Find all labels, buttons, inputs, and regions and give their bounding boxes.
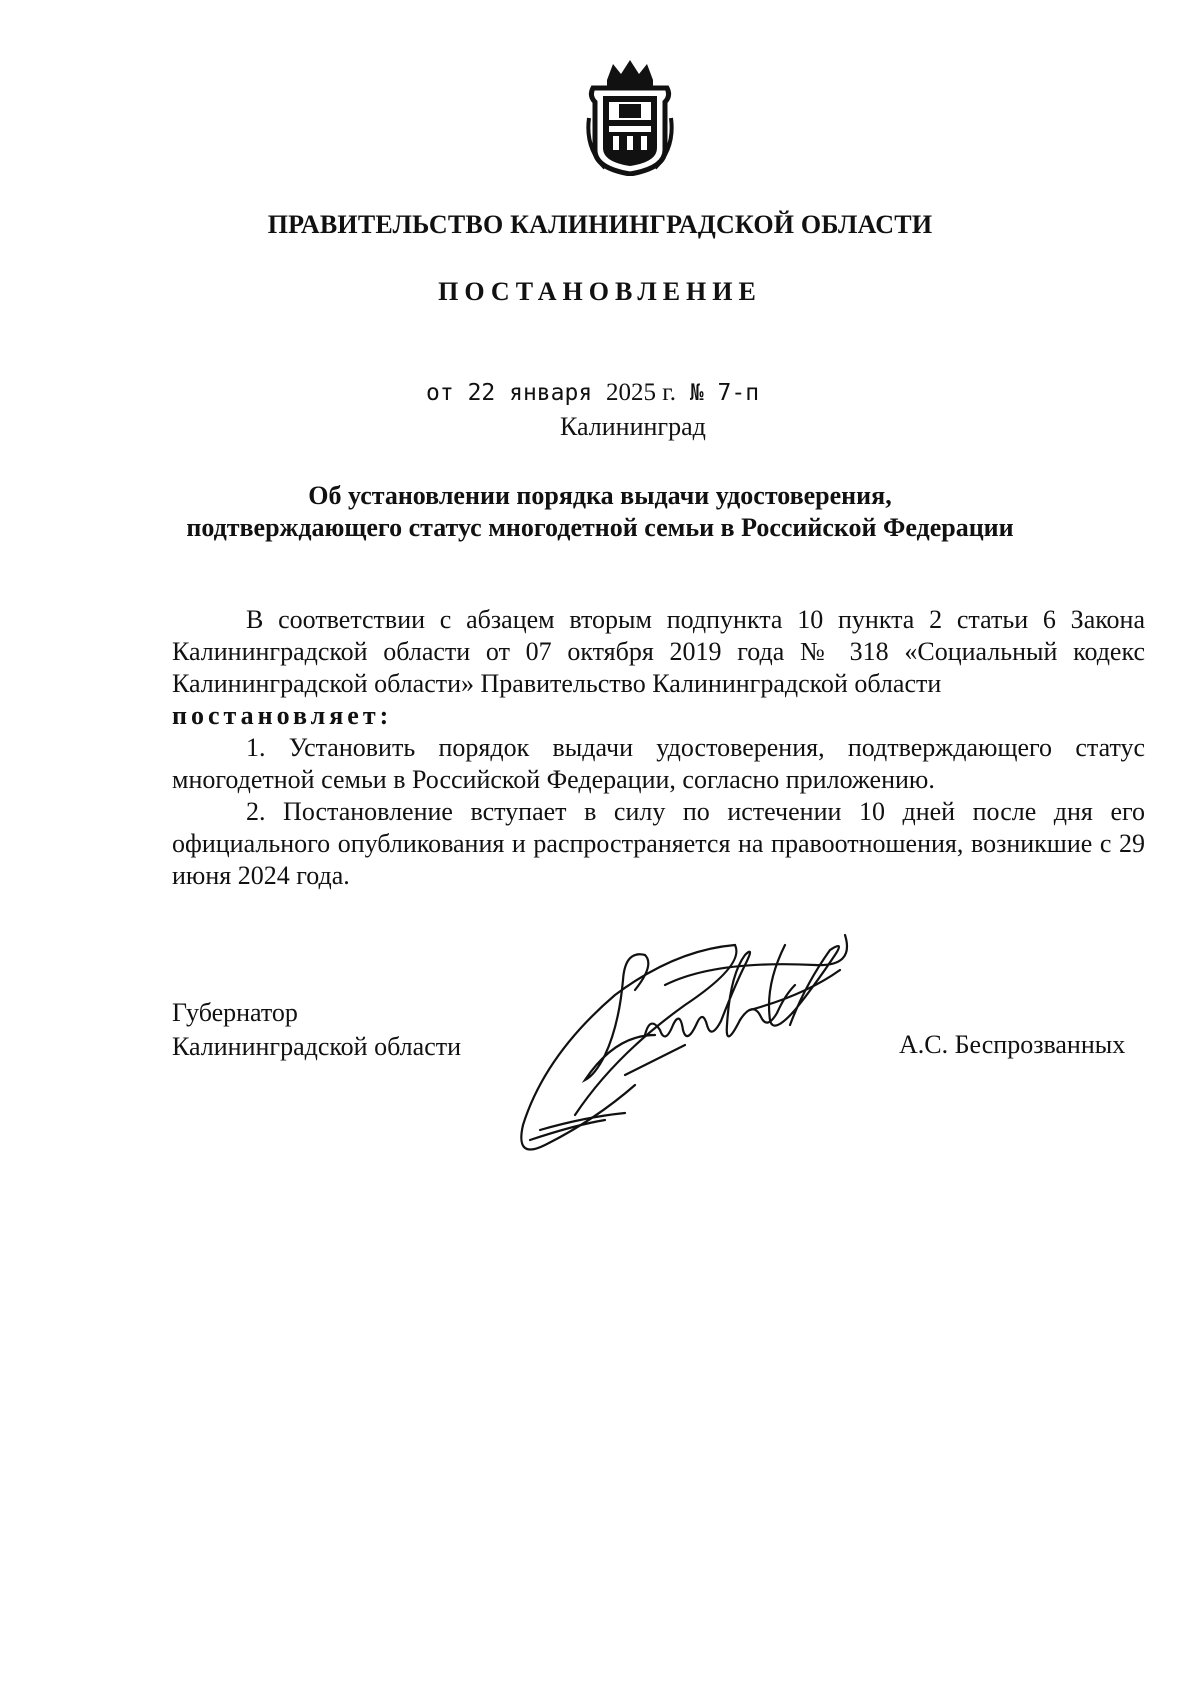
item-1: 1. Установить порядок выдачи удостоверения, подтверждающего статус многодетной семьи в Российской Федерации, согласно приложению.: [172, 733, 1145, 794]
date-line: [426, 379, 759, 407]
resolves-keyword: постановляет:: [172, 701, 393, 730]
signer-name: А.С. Беспрозванных: [899, 1030, 1126, 1059]
signer-title-line-2: Калининградской области: [172, 1032, 462, 1061]
preamble-text: В соответствии с абзацем вторым подпункта 10 пункта 2 статьи 6 Закона Калининградской области от 07 октября 2019 года № 318 «Социальный кодекс Калининградской области» Правительство Калининградской области: [172, 605, 1145, 698]
date-day-month: 22 января: [467, 380, 593, 406]
organization-title: ПРАВИТЕЛЬСТВО КАЛИНИНГРАДСКОЙ ОБЛАСТИ: [267, 210, 933, 239]
signer-position: [172, 996, 461, 1064]
date-prefix: от: [426, 380, 454, 406]
preamble-paragraph: [172, 604, 1145, 700]
document-number: № 7-п: [689, 380, 760, 406]
subject-line-1: Об установлении порядка выдачи удостоверения,: [308, 481, 892, 510]
document-type: ПОСТАНОВЛЕНИЕ: [438, 277, 762, 306]
coat-of-arms-icon: [585, 58, 675, 176]
item-2: 2. Постановление вступает в силу по истечении 10 дней после дня его официального опубликования и распространяется на правоотношения, возникшие с 29 июня 2024 года.: [172, 797, 1145, 890]
city: Калининград: [560, 412, 706, 441]
subject-line-2: подтверждающего статус многодетной семьи в Российской Федерации: [186, 513, 1014, 542]
signer-title-line-1: Губернатор: [172, 998, 298, 1027]
document-body: [172, 604, 1145, 892]
handwritten-signature-icon: [515, 925, 915, 1175]
resolves-paragraph: [172, 700, 1145, 732]
date-year: 2025 г.: [606, 379, 676, 406]
document-subject: [0, 480, 1200, 544]
